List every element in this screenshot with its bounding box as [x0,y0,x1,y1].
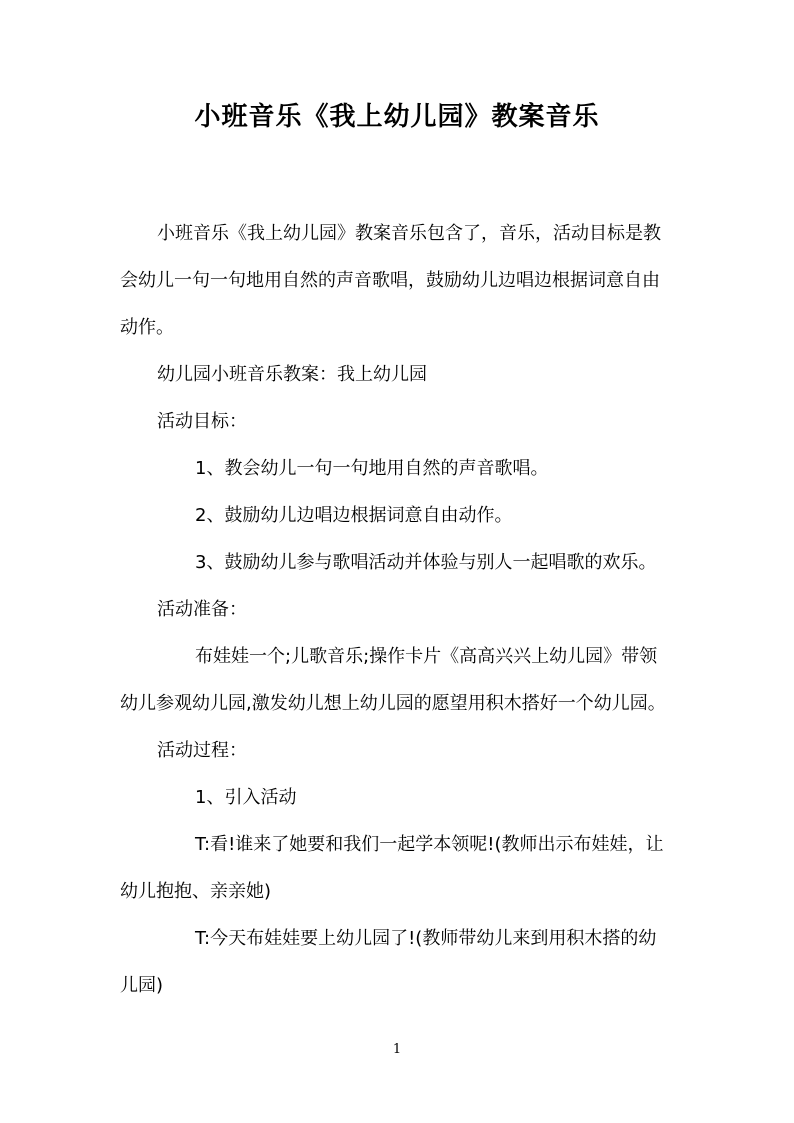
goal-item-1: 1、教会幼儿一句一句地用自然的声音歌唱。 [195,458,549,479]
prep-line-2: 幼儿参观幼儿园,激发幼儿想上幼儿园的愿望用积木搭好一个幼儿园。 [120,693,666,714]
page-title: 小班音乐《我上幼儿园》教案音乐 [194,102,600,132]
process-heading: 活动过程： [157,740,247,761]
teacher-line-1a: T:看!谁来了她要和我们一起学本领呢!(教师出示布娃娃，让 [195,834,664,855]
prep-line-1: 布娃娃一个;儿歌音乐;操作卡片《高高兴兴上幼儿园》带领 [195,646,658,667]
goals-heading: 活动目标： [157,411,247,432]
subtitle-line: 幼儿园小班音乐教案：我上幼儿园 [157,364,427,385]
intro-line-1: 小班音乐《我上幼儿园》教案音乐包含了，音乐，活动目标是教 [157,223,661,244]
step-item-1: 1、引入活动 [195,787,297,808]
teacher-line-2b: 儿园) [120,975,164,996]
intro-line-3: 动作。 [120,317,174,338]
document-body [120,210,680,1009]
teacher-line-1b: 幼儿抱抱、亲亲她) [120,881,272,902]
page-number: 1 [392,1042,402,1057]
intro-line-2: 会幼儿一句一句地用自然的声音歌唱，鼓励幼儿边唱边根据词意自由 [120,270,660,291]
goal-item-2: 2、鼓励幼儿边唱边根据词意自由动作。 [195,505,513,526]
prep-heading: 活动准备： [157,599,247,620]
goal-item-3: 3、鼓励幼儿参与歌唱活动并体验与别人一起唱歌的欢乐。 [195,552,657,573]
teacher-line-2a: T:今天布娃娃要上幼儿园了!(教师带幼儿来到用积木搭的幼 [195,928,657,949]
